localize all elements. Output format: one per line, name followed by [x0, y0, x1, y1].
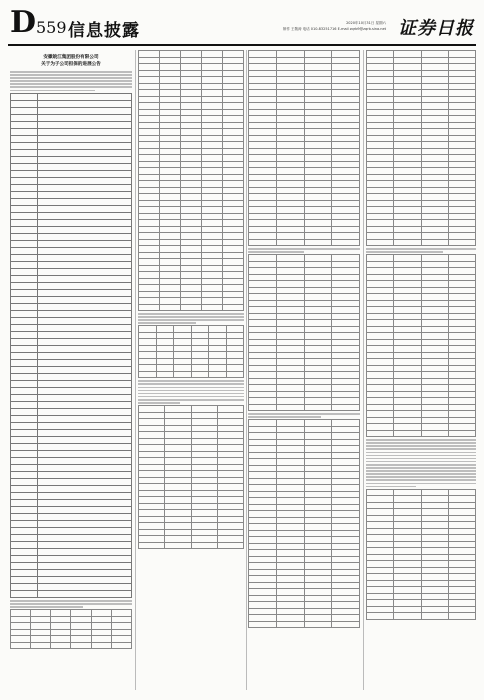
financial-table: [138, 50, 244, 311]
body-text: [10, 71, 132, 91]
guarantor-info-table: [248, 50, 360, 246]
body-text: [248, 248, 360, 253]
column-3: [248, 50, 360, 690]
closing-text: [10, 600, 132, 608]
announcement-heading: [10, 54, 132, 68]
guarantor-info-table: [248, 254, 360, 411]
guarantor-info-table: [366, 50, 476, 246]
guarantor-info-table: [366, 489, 476, 620]
guarantor-info-table: [366, 254, 476, 437]
guarantor-info-table: [248, 419, 360, 628]
page-number: 559: [36, 18, 67, 37]
column-divider: [246, 50, 247, 690]
column-divider: [363, 50, 364, 690]
issue-date-line: 2020年10月31日 星期六: [346, 21, 386, 25]
notice-title: 关于为子公司担保的进展公告: [41, 62, 101, 67]
data-table: [138, 405, 244, 549]
editor-contact-line: 制作 王敬涛 电话 010-83251716 E-mail zqrb9@zqrb.sina.net: [282, 27, 386, 31]
body-text: [366, 248, 476, 253]
summary-table: [10, 609, 132, 649]
body-text: [138, 380, 244, 403]
data-table: [138, 325, 244, 378]
column-2: [138, 50, 244, 690]
column-divider: [135, 50, 136, 690]
body-text: [248, 413, 360, 418]
body-text: [366, 439, 476, 487]
column-1: [10, 50, 132, 690]
company-name: 安徽皖江集团股份有限公司: [43, 55, 99, 60]
section-letter: D: [10, 5, 37, 40]
issue-meta: [283, 20, 386, 32]
newspaper-logo: 证券日报: [398, 18, 474, 39]
column-4: [366, 50, 476, 690]
body-text: [138, 313, 244, 324]
header-rule: [8, 44, 476, 46]
guarantee-table: [10, 93, 132, 598]
masthead: [8, 6, 476, 42]
section-title: 信息披露: [68, 21, 140, 41]
